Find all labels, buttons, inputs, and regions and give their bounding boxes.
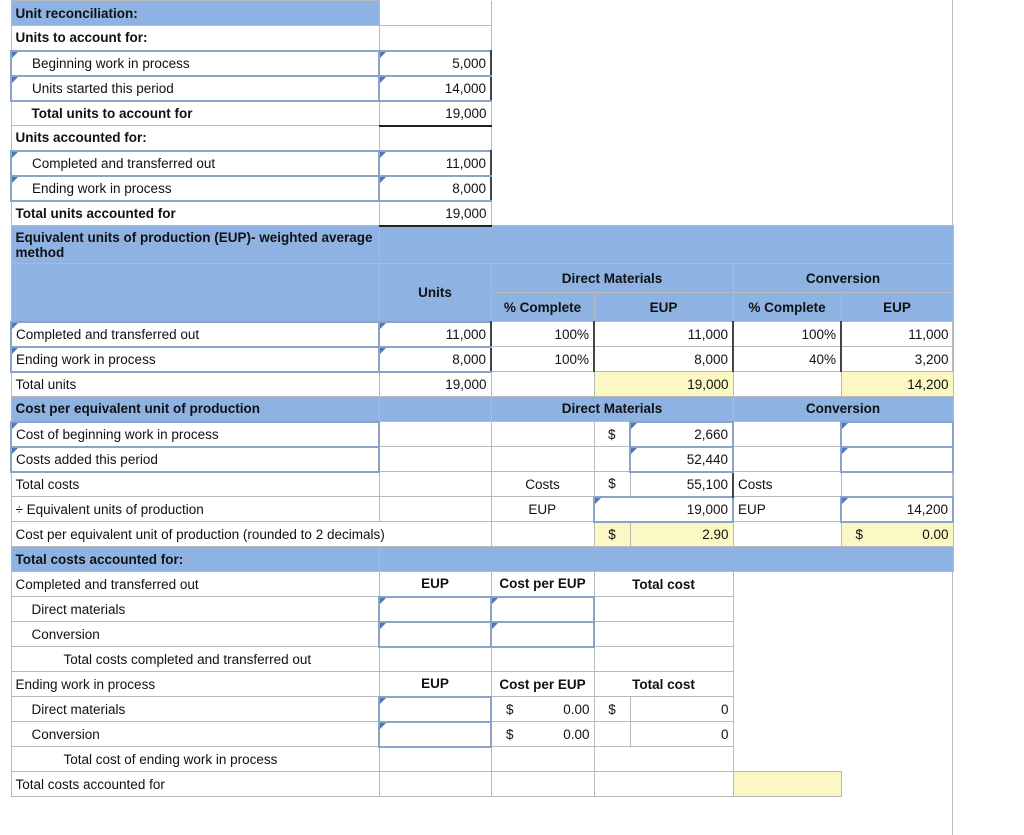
unit-recon-header-row	[11, 1, 953, 26]
total-to-account-row	[11, 101, 953, 126]
started-label[interactable]: Units started this period	[11, 76, 379, 101]
tc-total-ending-label: Total cost of ending work in process	[11, 747, 379, 772]
cost-per-header-row	[11, 397, 953, 422]
tc-end-cv-label: Conversion	[11, 722, 379, 747]
eup-total-dm-eup: 19,000	[594, 372, 733, 397]
tc-cv-cpe-input[interactable]	[491, 622, 594, 647]
tc-ending-label: Ending work in process	[11, 672, 379, 697]
started-row	[11, 76, 953, 101]
tc-dm-cpe-input[interactable]	[491, 597, 594, 622]
tc-dm-row	[11, 597, 953, 622]
eup-dm-pct-header: % Complete	[491, 293, 594, 322]
eup-group-header-row	[11, 264, 953, 293]
ending-units[interactable]: 8,000	[379, 176, 491, 201]
tc-cv-label: Conversion	[11, 622, 379, 647]
tc-end-dm-tc-value: 0	[630, 697, 733, 722]
total-accounted-row	[11, 201, 953, 226]
eup-row-total	[11, 372, 953, 397]
eup-dm-header: Direct Materials	[491, 264, 733, 293]
tc-cv-eup-input[interactable]	[379, 622, 491, 647]
tc-dm-label: Direct materials	[11, 597, 379, 622]
eup-completed-dm-eup: 11,000	[594, 322, 733, 347]
eup-ending-units[interactable]: 8,000	[379, 347, 491, 372]
eup-row-ending	[11, 347, 953, 372]
tc-end-cv-tc-value: 0	[630, 722, 733, 747]
ending-row	[11, 176, 953, 201]
tc-end-cv-row	[11, 722, 953, 747]
cost-added-row	[11, 447, 953, 472]
eup-cv-pct-header: % Complete	[733, 293, 841, 322]
eup-divide-dm-value[interactable]: 19,000	[594, 497, 733, 522]
eup-ending-cv-eup: 3,200	[841, 347, 953, 372]
tc-end-dm-label: Direct materials	[11, 697, 379, 722]
eup-ending-dm-pct[interactable]: 100%	[491, 347, 594, 372]
tc-total-accounted-value	[733, 772, 841, 797]
tc-end-dm-eup-input[interactable]	[379, 697, 491, 722]
tc-end-cv-cpe-value: 0.00	[563, 726, 590, 742]
eup-completed-cv-pct[interactable]: 100%	[733, 322, 841, 347]
tc-end-dm-row	[11, 697, 953, 722]
beg-wip-label[interactable]: Beginning work in process	[11, 51, 379, 76]
total-costs-cv-word: Costs	[733, 472, 841, 497]
total-costs-acc-title: Total costs accounted for:	[11, 547, 379, 572]
cpu-row	[11, 522, 953, 547]
cost-per-dm-header: Direct Materials	[491, 397, 733, 422]
tc-total-accounted-label: Total costs accounted for	[11, 772, 379, 797]
total-costs-dm-word: Costs	[491, 472, 594, 497]
eup-completed-dm-pct[interactable]: 100%	[491, 322, 594, 347]
total-costs-dm-symbol: $	[594, 472, 630, 497]
cost-beg-cv-input[interactable]	[841, 422, 953, 447]
cpu-cv-value: 0.00	[922, 526, 949, 542]
completed-row	[11, 151, 953, 176]
cost-beg-label[interactable]: Cost of beginning work in process	[11, 422, 379, 447]
cpu-label: Cost per equivalent unit of production (rounded to 2 decimals)	[11, 522, 491, 547]
tc-total-completed-label: Total costs completed and transferred out	[11, 647, 379, 672]
cpu-dm-value: 2.90	[630, 522, 733, 547]
beg-wip-units[interactable]: 5,000	[379, 51, 491, 76]
cost-added-dm-value[interactable]: 52,440	[630, 447, 733, 472]
eup-completed-units[interactable]: 11,000	[379, 322, 491, 347]
total-to-account-label: Total units to account for	[11, 101, 379, 126]
eup-cv-eup-header: EUP	[841, 293, 953, 322]
cost-per-title: Cost per equivalent unit of production	[11, 397, 379, 422]
tc-end-cv-cpe-symbol: $	[506, 726, 514, 742]
eup-conv-header: Conversion	[733, 264, 953, 293]
units-accounted-header: Units accounted for:	[11, 126, 379, 151]
cost-beg-dm-symbol: $	[594, 422, 630, 447]
tc-total-completed-row	[11, 647, 953, 672]
tc-ending-eup-hdr: EUP	[379, 672, 491, 697]
eup-divide-dm-word: EUP	[491, 497, 594, 522]
eup-divide-cv-value[interactable]: 14,200	[841, 497, 953, 522]
tc-cv-row	[11, 622, 953, 647]
tc-end-dm-cpe-cell	[491, 697, 594, 722]
tc-ending-row	[11, 672, 953, 697]
total-costs-dm-value: 55,100	[630, 472, 733, 497]
cpu-cv-symbol: $	[855, 526, 864, 542]
tc-end-dm-cpe-value: 0.00	[563, 701, 590, 717]
eup-total-cv-eup: 14,200	[841, 372, 953, 397]
tc-completed-label: Completed and transferred out	[11, 572, 379, 597]
eup-divide-cv-word: EUP	[733, 497, 841, 522]
worksheet-table	[10, 0, 954, 797]
total-accounted-units: 19,000	[379, 201, 491, 226]
eup-divide-row	[11, 497, 953, 522]
tc-completed-cpe-hdr: Cost per EUP	[491, 572, 594, 597]
eup-ending-cv-pct[interactable]: 40%	[733, 347, 841, 372]
total-costs-header-row	[11, 547, 953, 572]
cost-per-conv-header: Conversion	[733, 397, 953, 422]
eup-completed-label[interactable]: Completed and transferred out	[11, 322, 379, 347]
eup-row-completed	[11, 322, 953, 347]
tc-end-dm-cpe-symbol: $	[506, 701, 514, 717]
tc-completed-eup-hdr: EUP	[379, 572, 491, 597]
eup-total-label: Total units	[11, 372, 379, 397]
total-accounted-label: Total units accounted for	[11, 201, 379, 226]
tc-total-accounted-row	[11, 772, 953, 797]
total-to-account-units: 19,000	[379, 101, 491, 126]
total-costs-label: Total costs	[11, 472, 379, 497]
total-costs-row	[11, 472, 953, 497]
tc-end-cv-eup-input[interactable]	[379, 722, 491, 747]
started-units[interactable]: 14,000	[379, 76, 491, 101]
cost-beg-dm-value[interactable]: 2,660	[630, 422, 733, 447]
eup-completed-cv-eup: 11,000	[841, 322, 953, 347]
cost-beg-row	[11, 422, 953, 447]
completed-units[interactable]: 11,000	[379, 151, 491, 176]
eup-title-row	[11, 226, 953, 264]
tc-ending-cpe-hdr: Cost per EUP	[491, 672, 594, 697]
unit-recon-title: Unit reconciliation:	[11, 1, 379, 26]
eup-divide-label: ÷ Equivalent units of production	[11, 497, 379, 522]
cost-added-label[interactable]: Costs added this period	[11, 447, 379, 472]
tc-completed-tc-hdr: Total cost	[594, 572, 733, 597]
cost-added-cv-input[interactable]	[841, 447, 953, 472]
tc-end-cv-cpe-cell	[491, 722, 594, 747]
cpu-dm-symbol: $	[594, 522, 630, 547]
tc-dm-eup-input[interactable]	[379, 597, 491, 622]
eup-dm-eup-header: EUP	[594, 293, 733, 322]
eup-ending-label[interactable]: Ending work in process	[11, 347, 379, 372]
eup-title: Equivalent units of production (EUP)- weighted average method	[11, 226, 379, 264]
eup-ending-dm-eup: 8,000	[594, 347, 733, 372]
completed-label[interactable]: Completed and transferred out	[11, 151, 379, 176]
tc-total-ending-row	[11, 747, 953, 772]
tc-completed-row	[11, 572, 953, 597]
eup-total-units: 19,000	[379, 372, 491, 397]
tc-end-dm-tc-symbol: $	[594, 697, 630, 722]
tc-ending-tc-hdr: Total cost	[594, 672, 733, 697]
units-to-account-header: Units to account for:	[11, 26, 379, 51]
beg-wip-row	[11, 51, 953, 76]
ending-label[interactable]: Ending work in process	[11, 176, 379, 201]
cpu-cv-cell	[841, 522, 953, 547]
eup-units-header: Units	[379, 264, 491, 322]
